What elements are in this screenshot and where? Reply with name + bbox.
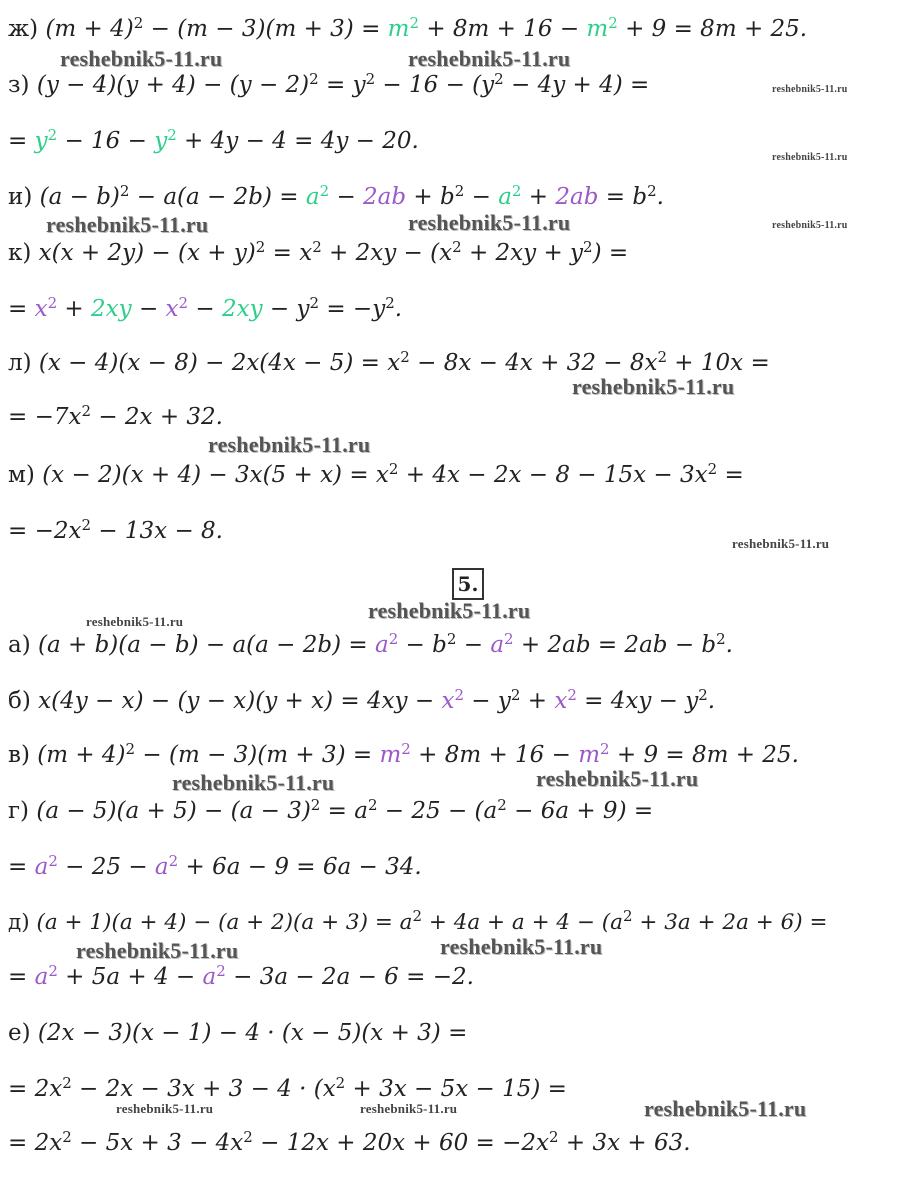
solution-line-m: м) $(x - 2)(x + 4) - 3x(5 + x) = x^2 + 4x - 2x - 8 - 15x - 3x^2$ =	[8, 459, 744, 488]
item-label: ж)	[8, 16, 39, 42]
solution-line-i: и) $(a - b)^2 - a(a - 2b) = a^2 - 2ab + b^2 - a^2 + 2ab = b^2$.	[8, 181, 664, 210]
watermark: reshebnik5-11.ru	[536, 766, 699, 791]
solution-line-v: в) $(m + 4)^2 - (m - 3)(m + 3) = m^2 + 8m + 16 - m^2 + 9 = 8m + 25$.	[8, 739, 799, 768]
item-label: и)	[8, 184, 33, 210]
item-label: л)	[8, 350, 32, 376]
watermark: reshebnik5-11.ru	[772, 84, 848, 95]
section-number-box: 5.	[452, 568, 484, 600]
solution-line-e-cont2: = $2x^2 - 5x + 3 - 4x^2 - 12x + 20x + 60 = -2x^2 + 3x + 63$.	[8, 1127, 691, 1156]
item-label: з)	[8, 72, 30, 98]
item-label: к)	[8, 240, 32, 266]
solution-line-z: з) $(y - 4)(y + 4) - (y - 2)^2 = y^2 - 16 - (y^2 - 4y + 4)$ =	[8, 69, 650, 98]
solution-line-l-cont: = $-7x^2 - 2x + 32$.	[8, 401, 223, 430]
watermark: reshebnik5-11.ru	[76, 938, 239, 963]
watermark: reshebnik5-11.ru	[208, 432, 371, 457]
watermark: reshebnik5-11.ru	[46, 212, 209, 237]
item-label: в)	[8, 742, 30, 768]
watermark: reshebnik5-11.ru	[772, 220, 848, 231]
watermark: reshebnik5-11.ru	[60, 46, 223, 71]
item-label: д)	[8, 910, 30, 935]
watermark: reshebnik5-11.ru	[440, 934, 603, 959]
watermark: reshebnik5-11.ru	[772, 152, 848, 163]
watermark: reshebnik5-11.ru	[360, 1101, 458, 1116]
solution-line-a: а) $(a + b)(a - b) - a(a - 2b) = a^2 - b^2 - a^2 + 2ab = 2ab - b^2$.	[8, 629, 733, 658]
watermark: reshebnik5-11.ru	[732, 536, 830, 551]
solution-line-m-cont: = $-2x^2 - 13x - 8$.	[8, 515, 223, 544]
solution-line-e-cont1: = $2x^2 - 2x - 3x + 3 - 4 \cdot (x^2 + 3x - 5x - 15)$ =	[8, 1073, 567, 1102]
item-label: а)	[8, 632, 31, 658]
solution-line-zh: ж) $(m + 4)^2 - (m - 3)(m + 3) = m^2 + 8m + 16 - m^2 + 9 = 8m + 25$.	[8, 13, 808, 42]
solution-line-g-cont: = $a^2 - 25 - a^2 + 6a - 9 = 6a - 34$.	[8, 851, 422, 880]
item-label: б)	[8, 688, 31, 714]
solution-line-k-cont: = $x^2 + 2xy - x^2 - 2xy - y^2 = -y^2$.	[8, 293, 403, 322]
solution-line-k: к) $x(x + 2y) - (x + y)^2 = x^2 + 2xy - (x^2 + 2xy + y^2)$ =	[8, 237, 629, 266]
solution-line-z-cont: = $y^2 - 16 - y^2 + 4y - 4 = 4y - 20$.	[8, 125, 419, 154]
watermark: reshebnik5-11.ru	[172, 770, 335, 795]
watermark: reshebnik5-11.ru	[408, 46, 571, 71]
solution-line-e: е) (2x − 3)(x − 1) − 4 · (x − 5)(x + 3) =	[8, 1020, 468, 1046]
watermark: reshebnik5-11.ru	[116, 1101, 214, 1116]
solution-line-g: г) $(a - 5)(a + 5) - (a - 3)^2 = a^2 - 25 - (a^2 - 6a + 9)$ =	[8, 795, 654, 824]
item-label: г)	[8, 798, 30, 824]
solution-line-d: д) $(a + 1)(a + 4) - (a + 2)(a + 3) = a^2 + 4a + a + 4 - (a^2 + 3a + 2a + 6)$ =	[8, 906, 828, 935]
item-label: е)	[8, 1020, 31, 1046]
watermark: reshebnik5-11.ru	[572, 374, 735, 399]
item-label: м)	[8, 462, 35, 488]
solution-line-l: л) $(x - 4)(x - 8) - 2x(4x - 5) = x^2 - 8x - 4x + 32 - 8x^2 + 10x$ =	[8, 347, 770, 376]
watermark: reshebnik5-11.ru	[408, 210, 571, 235]
watermark: reshebnik5-11.ru	[368, 598, 531, 623]
watermark: reshebnik5-11.ru	[644, 1096, 807, 1121]
solution-line-d-cont: = $a^2 + 5a + 4 - a^2 - 3a - 2a - 6 = -2$.	[8, 961, 474, 990]
solution-line-b: б) $x(4y - x) - (y - x)(y + x) = 4xy - x^2 - y^2 + x^2 = 4xy - y^2$.	[8, 685, 716, 714]
watermark: reshebnik5-11.ru	[86, 614, 184, 629]
